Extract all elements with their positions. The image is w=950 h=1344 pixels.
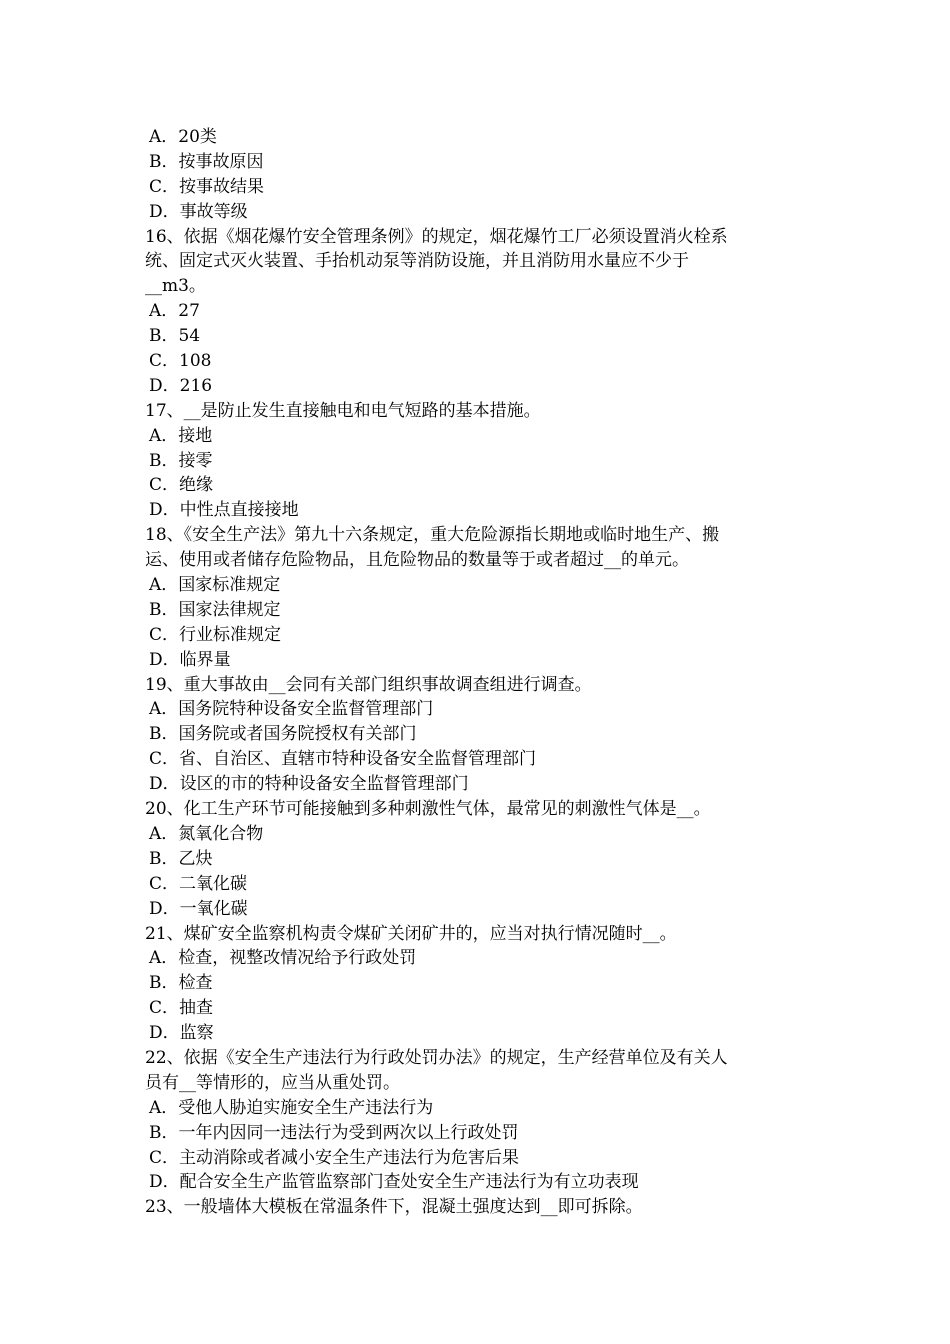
answer-option: C．行业标准规定 [149,624,282,645]
answer-option: C．抽查 [149,998,214,1019]
answer-option: D．216 [149,375,213,396]
question-text: 18、《安全生产法》第九十六条规定，重大危险源指长期地或临时地生产、搬 [145,525,720,546]
answer-option: A．接地 [149,425,213,446]
answer-option: D．配合安全生产监管监察部门查处安全生产违法行为有立功表现 [149,1172,639,1193]
question-text: __m3。 [145,276,206,297]
question-text: 运、使用或者储存危险物品，且危险物品的数量等于或者超过__的单元。 [145,550,689,571]
answer-option: D．设区的市的特种设备安全监督管理部门 [149,774,469,795]
question-text: 20、化工生产环节可能接触到多种刺激性气体，最常见的刺激性气体是__。 [145,799,711,820]
question-text: 19、重大事故由__会同有关部门组织事故调查组进行调查。 [145,674,592,695]
answer-option: B．检查 [149,973,213,994]
question-text: 22、依据《安全生产违法行为行政处罚办法》的规定，生产经营单位及有关人 [145,1047,728,1068]
answer-option: B．国家法律规定 [149,599,281,620]
answer-option: D．一氧化碳 [149,898,248,919]
answer-option: C．绝缘 [149,475,214,496]
answer-option: A．检查，视整改情况给予行政处罚 [149,948,417,969]
document-body [145,125,810,1220]
answer-option: C．二氧化碳 [149,873,248,894]
answer-option: D．临界量 [149,649,231,670]
answer-option: B．一年内因同一违法行为受到两次以上行政处罚 [149,1122,519,1143]
question-text: 统、固定式灭火装置、手抬机动泵等消防设施，并且消防用水量应不少于 [145,251,689,272]
answer-option: B．54 [149,326,201,347]
answer-option: D．监察 [149,1023,214,1044]
answer-option: A．国务院特种设备安全监督管理部门 [149,699,434,720]
answer-option: A．国家标准规定 [149,575,281,596]
answer-option: A．受他人胁迫实施安全生产违法行为 [149,1097,434,1118]
question-text: 16、依据《烟花爆竹安全管理条例》的规定，烟花爆竹工厂必须设置消火栓系 [145,226,728,247]
answer-option: B．国务院或者国务院授权有关部门 [149,724,417,745]
question-text: 21、煤矿安全监察机构责令煤矿关闭矿井的，应当对执行情况随时__。 [145,923,677,944]
answer-option: C．主动消除或者减小安全生产违法行为危害后果 [149,1147,520,1168]
answer-option: A．20类 [149,127,217,147]
answer-option: C．108 [149,351,212,372]
answer-option: D．事故等级 [149,201,248,222]
answer-option: D．中性点直接接地 [149,500,299,521]
answer-option: B．按事故原因 [149,151,264,172]
question-text: 17、__是防止发生直接触电和电气短路的基本措施。 [145,400,541,421]
question-text: 23、一般墙体大模板在常温条件下，混凝土强度达到__即可拆除。 [145,1197,643,1218]
question-text: 员有__等情形的，应当从重处罚。 [145,1072,400,1093]
answer-option: C．省、自治区、直辖市特种设备安全监督管理部门 [149,749,537,770]
answer-option: A．27 [149,301,200,322]
answer-option: B．接零 [149,450,213,471]
answer-option: C．按事故结果 [149,176,265,197]
answer-option: B．乙炔 [149,848,213,869]
answer-option: A．氮氧化合物 [149,823,264,844]
